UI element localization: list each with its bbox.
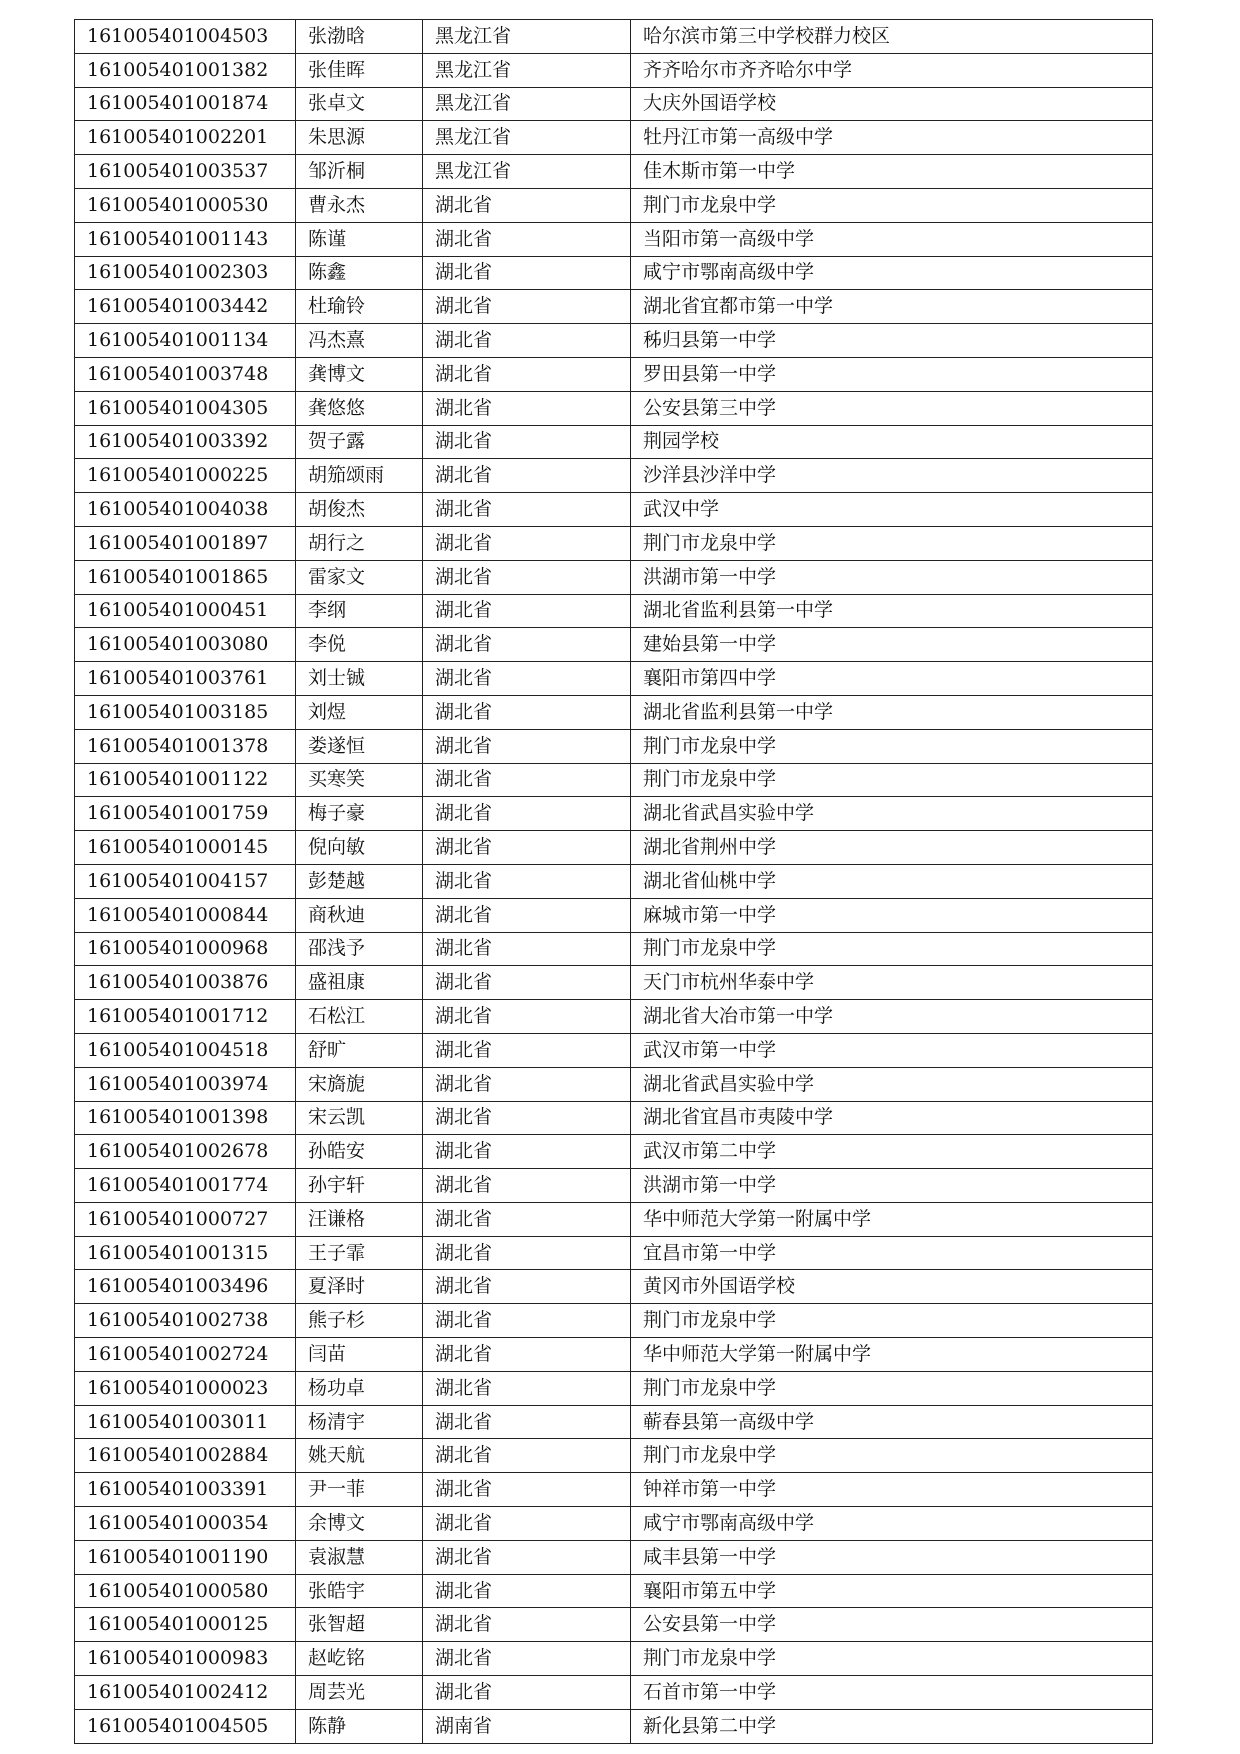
table-row <box>75 1709 1153 1743</box>
candidate-id-cell: 161005401004503 <box>75 20 296 54</box>
table-row <box>75 20 1153 54</box>
student-name-cell: 赵屹铭 <box>296 1642 423 1676</box>
table-row <box>75 1473 1153 1507</box>
school-cell: 荆门市龙泉中学 <box>631 526 1153 560</box>
table-row <box>75 1676 1153 1710</box>
province-cell: 黑龙江省 <box>423 155 631 189</box>
school-cell: 洪湖市第一中学 <box>631 1169 1153 1203</box>
table-row <box>75 1371 1153 1405</box>
province-cell: 湖北省 <box>423 1507 631 1541</box>
student-name-cell: 孙宇轩 <box>296 1169 423 1203</box>
student-name-cell: 陈静 <box>296 1709 423 1743</box>
student-name-cell: 熊子杉 <box>296 1304 423 1338</box>
roster-table-body <box>75 20 1153 1744</box>
candidate-id-cell: 161005401003761 <box>75 662 296 696</box>
candidate-id-cell: 161005401002724 <box>75 1338 296 1372</box>
table-row <box>75 1135 1153 1169</box>
school-cell: 洪湖市第一中学 <box>631 560 1153 594</box>
candidate-id-cell: 161005401002884 <box>75 1439 296 1473</box>
school-cell: 荆门市龙泉中学 <box>631 1642 1153 1676</box>
student-name-cell: 李纲 <box>296 594 423 628</box>
table-row <box>75 357 1153 391</box>
candidate-id-cell: 161005401004038 <box>75 493 296 527</box>
table-row <box>75 1574 1153 1608</box>
table-row <box>75 1304 1153 1338</box>
province-cell: 黑龙江省 <box>423 53 631 87</box>
student-name-cell: 石松江 <box>296 1000 423 1034</box>
candidate-id-cell: 161005401001315 <box>75 1236 296 1270</box>
student-name-cell: 张智超 <box>296 1608 423 1642</box>
candidate-id-cell: 161005401001122 <box>75 763 296 797</box>
school-cell: 襄阳市第五中学 <box>631 1574 1153 1608</box>
school-cell: 咸丰县第一中学 <box>631 1540 1153 1574</box>
candidate-id-cell: 161005401003185 <box>75 695 296 729</box>
table-row <box>75 188 1153 222</box>
school-cell: 公安县第三中学 <box>631 391 1153 425</box>
table-row <box>75 1439 1153 1473</box>
province-cell: 黑龙江省 <box>423 20 631 54</box>
student-name-cell: 张佳晖 <box>296 53 423 87</box>
province-cell: 湖北省 <box>423 493 631 527</box>
school-cell: 荆门市龙泉中学 <box>631 1371 1153 1405</box>
school-cell: 湖北省荆州中学 <box>631 831 1153 865</box>
province-cell: 湖南省 <box>423 1709 631 1743</box>
candidate-id-cell: 161005401000983 <box>75 1642 296 1676</box>
school-cell: 齐齐哈尔市齐齐哈尔中学 <box>631 53 1153 87</box>
school-cell: 武汉中学 <box>631 493 1153 527</box>
table-row <box>75 763 1153 797</box>
student-name-cell: 龚博文 <box>296 357 423 391</box>
student-name-cell: 胡俊杰 <box>296 493 423 527</box>
student-name-cell: 买寒笑 <box>296 763 423 797</box>
table-row <box>75 121 1153 155</box>
table-row <box>75 324 1153 358</box>
province-cell: 湖北省 <box>423 1033 631 1067</box>
candidate-id-cell: 161005401002201 <box>75 121 296 155</box>
school-cell: 荆门市龙泉中学 <box>631 763 1153 797</box>
student-name-cell: 王子霏 <box>296 1236 423 1270</box>
school-cell: 佳木斯市第一中学 <box>631 155 1153 189</box>
province-cell: 湖北省 <box>423 662 631 696</box>
school-cell: 哈尔滨市第三中学校群力校区 <box>631 20 1153 54</box>
province-cell: 湖北省 <box>423 391 631 425</box>
province-cell: 湖北省 <box>423 560 631 594</box>
school-cell: 秭归县第一中学 <box>631 324 1153 358</box>
province-cell: 湖北省 <box>423 1338 631 1372</box>
province-cell: 湖北省 <box>423 1101 631 1135</box>
school-cell: 湖北省监利县第一中学 <box>631 695 1153 729</box>
table-row <box>75 831 1153 865</box>
candidate-id-cell: 161005401003011 <box>75 1405 296 1439</box>
table-row <box>75 53 1153 87</box>
table-row <box>75 594 1153 628</box>
school-cell: 武汉市第二中学 <box>631 1135 1153 1169</box>
province-cell: 湖北省 <box>423 290 631 324</box>
school-cell: 荆门市龙泉中学 <box>631 729 1153 763</box>
school-cell: 麻城市第一中学 <box>631 898 1153 932</box>
province-cell: 湖北省 <box>423 1540 631 1574</box>
student-name-cell: 刘煜 <box>296 695 423 729</box>
student-name-cell: 倪向敏 <box>296 831 423 865</box>
candidate-id-cell: 161005401000727 <box>75 1202 296 1236</box>
table-row <box>75 898 1153 932</box>
province-cell: 湖北省 <box>423 729 631 763</box>
province-cell: 湖北省 <box>423 324 631 358</box>
table-row <box>75 1000 1153 1034</box>
candidate-id-cell: 161005401004305 <box>75 391 296 425</box>
province-cell: 湖北省 <box>423 1067 631 1101</box>
province-cell: 湖北省 <box>423 425 631 459</box>
student-name-cell: 杨清宇 <box>296 1405 423 1439</box>
table-row <box>75 1033 1153 1067</box>
student-name-cell: 张皓宇 <box>296 1574 423 1608</box>
table-row <box>75 797 1153 831</box>
province-cell: 湖北省 <box>423 459 631 493</box>
candidate-id-cell: 161005401003391 <box>75 1473 296 1507</box>
table-row <box>75 1169 1153 1203</box>
table-row <box>75 459 1153 493</box>
school-cell: 石首市第一中学 <box>631 1676 1153 1710</box>
school-cell: 荆门市龙泉中学 <box>631 1439 1153 1473</box>
student-name-cell: 杨功卓 <box>296 1371 423 1405</box>
student-name-cell: 雷家文 <box>296 560 423 594</box>
table-row <box>75 1270 1153 1304</box>
school-cell: 新化县第二中学 <box>631 1709 1153 1743</box>
candidate-id-cell: 161005401001382 <box>75 53 296 87</box>
province-cell: 湖北省 <box>423 932 631 966</box>
candidate-id-cell: 161005401004505 <box>75 1709 296 1743</box>
table-row <box>75 155 1153 189</box>
student-name-cell: 陈谨 <box>296 222 423 256</box>
candidate-id-cell: 161005401000354 <box>75 1507 296 1541</box>
table-row <box>75 864 1153 898</box>
candidate-id-cell: 161005401002303 <box>75 256 296 290</box>
province-cell: 湖北省 <box>423 763 631 797</box>
candidate-id-cell: 161005401003974 <box>75 1067 296 1101</box>
candidate-id-cell: 161005401001759 <box>75 797 296 831</box>
table-row <box>75 560 1153 594</box>
candidate-id-cell: 161005401000844 <box>75 898 296 932</box>
candidate-id-cell: 161005401002412 <box>75 1676 296 1710</box>
student-name-cell: 贺子露 <box>296 425 423 459</box>
candidate-id-cell: 161005401003392 <box>75 425 296 459</box>
province-cell: 黑龙江省 <box>423 87 631 121</box>
student-name-cell: 汪谦格 <box>296 1202 423 1236</box>
school-cell: 湖北省仙桃中学 <box>631 864 1153 898</box>
school-cell: 当阳市第一高级中学 <box>631 222 1153 256</box>
candidate-id-cell: 161005401001134 <box>75 324 296 358</box>
table-row <box>75 526 1153 560</box>
table-row <box>75 290 1153 324</box>
school-cell: 宜昌市第一中学 <box>631 1236 1153 1270</box>
school-cell: 天门市杭州华泰中学 <box>631 966 1153 1000</box>
province-cell: 湖北省 <box>423 864 631 898</box>
candidate-id-cell: 161005401000451 <box>75 594 296 628</box>
province-cell: 湖北省 <box>423 1473 631 1507</box>
table-row <box>75 1405 1153 1439</box>
school-cell: 湖北省大冶市第一中学 <box>631 1000 1153 1034</box>
candidate-id-cell: 161005401003496 <box>75 1270 296 1304</box>
table-row <box>75 1101 1153 1135</box>
student-name-cell: 冯杰熹 <box>296 324 423 358</box>
table-row <box>75 425 1153 459</box>
student-name-cell: 张卓文 <box>296 87 423 121</box>
table-row <box>75 1608 1153 1642</box>
province-cell: 湖北省 <box>423 1202 631 1236</box>
province-cell: 湖北省 <box>423 1574 631 1608</box>
province-cell: 湖北省 <box>423 1676 631 1710</box>
student-name-cell: 胡行之 <box>296 526 423 560</box>
student-name-cell: 龚悠悠 <box>296 391 423 425</box>
candidate-id-cell: 161005401000225 <box>75 459 296 493</box>
table-row <box>75 1202 1153 1236</box>
school-cell: 公安县第一中学 <box>631 1608 1153 1642</box>
province-cell: 湖北省 <box>423 898 631 932</box>
school-cell: 咸宁市鄂南高级中学 <box>631 256 1153 290</box>
province-cell: 湖北省 <box>423 1270 631 1304</box>
table-row <box>75 729 1153 763</box>
student-name-cell: 商秋迪 <box>296 898 423 932</box>
school-cell: 华中师范大学第一附属中学 <box>631 1338 1153 1372</box>
candidate-id-cell: 161005401001378 <box>75 729 296 763</box>
candidate-id-cell: 161005401000125 <box>75 1608 296 1642</box>
school-cell: 武汉市第一中学 <box>631 1033 1153 1067</box>
candidate-id-cell: 161005401000023 <box>75 1371 296 1405</box>
student-name-cell: 刘士铖 <box>296 662 423 696</box>
table-row <box>75 493 1153 527</box>
school-cell: 咸宁市鄂南高级中学 <box>631 1507 1153 1541</box>
province-cell: 湖北省 <box>423 256 631 290</box>
student-name-cell: 盛祖康 <box>296 966 423 1000</box>
student-name-cell: 朱思源 <box>296 121 423 155</box>
student-name-cell: 夏泽时 <box>296 1270 423 1304</box>
student-name-cell: 孙皓安 <box>296 1135 423 1169</box>
candidate-id-cell: 161005401002678 <box>75 1135 296 1169</box>
table-row <box>75 87 1153 121</box>
province-cell: 湖北省 <box>423 797 631 831</box>
province-cell: 湖北省 <box>423 1405 631 1439</box>
student-name-cell: 尹一菲 <box>296 1473 423 1507</box>
candidate-id-cell: 161005401001897 <box>75 526 296 560</box>
student-name-cell: 梅子豪 <box>296 797 423 831</box>
table-row <box>75 662 1153 696</box>
province-cell: 湖北省 <box>423 1236 631 1270</box>
candidate-id-cell: 161005401002738 <box>75 1304 296 1338</box>
student-name-cell: 张渤晗 <box>296 20 423 54</box>
roster-table <box>74 19 1153 1744</box>
school-cell: 罗田县第一中学 <box>631 357 1153 391</box>
table-row <box>75 1338 1153 1372</box>
student-name-cell: 余博文 <box>296 1507 423 1541</box>
student-name-cell: 娄遂恒 <box>296 729 423 763</box>
school-cell: 华中师范大学第一附属中学 <box>631 1202 1153 1236</box>
school-cell: 荆园学校 <box>631 425 1153 459</box>
province-cell: 湖北省 <box>423 1642 631 1676</box>
candidate-id-cell: 161005401001774 <box>75 1169 296 1203</box>
student-name-cell: 袁淑慧 <box>296 1540 423 1574</box>
province-cell: 湖北省 <box>423 1371 631 1405</box>
student-name-cell: 杜瑜铃 <box>296 290 423 324</box>
student-name-cell: 邵浅予 <box>296 932 423 966</box>
candidate-id-cell: 161005401004518 <box>75 1033 296 1067</box>
province-cell: 黑龙江省 <box>423 121 631 155</box>
candidate-id-cell: 161005401001874 <box>75 87 296 121</box>
province-cell: 湖北省 <box>423 1000 631 1034</box>
candidate-id-cell: 161005401003748 <box>75 357 296 391</box>
student-name-cell: 宋旖旎 <box>296 1067 423 1101</box>
student-name-cell: 闫苗 <box>296 1338 423 1372</box>
school-cell: 湖北省宜都市第一中学 <box>631 290 1153 324</box>
province-cell: 湖北省 <box>423 695 631 729</box>
candidate-id-cell: 161005401000145 <box>75 831 296 865</box>
table-row <box>75 1642 1153 1676</box>
student-name-cell: 陈鑫 <box>296 256 423 290</box>
candidate-id-cell: 161005401004157 <box>75 864 296 898</box>
candidate-id-cell: 161005401001190 <box>75 1540 296 1574</box>
table-row <box>75 1067 1153 1101</box>
school-cell: 襄阳市第四中学 <box>631 662 1153 696</box>
school-cell: 钟祥市第一中学 <box>631 1473 1153 1507</box>
student-name-cell: 邹沂桐 <box>296 155 423 189</box>
table-row <box>75 695 1153 729</box>
candidate-id-cell: 161005401001712 <box>75 1000 296 1034</box>
school-cell: 湖北省监利县第一中学 <box>631 594 1153 628</box>
province-cell: 湖北省 <box>423 1169 631 1203</box>
table-row <box>75 1540 1153 1574</box>
candidate-id-cell: 161005401003537 <box>75 155 296 189</box>
province-cell: 湖北省 <box>423 966 631 1000</box>
table-row <box>75 1507 1153 1541</box>
student-name-cell: 周芸光 <box>296 1676 423 1710</box>
table-row <box>75 932 1153 966</box>
student-name-cell: 李侻 <box>296 628 423 662</box>
province-cell: 湖北省 <box>423 526 631 560</box>
candidate-id-cell: 161005401000530 <box>75 188 296 222</box>
candidate-id-cell: 161005401000580 <box>75 1574 296 1608</box>
province-cell: 湖北省 <box>423 1439 631 1473</box>
province-cell: 湖北省 <box>423 1304 631 1338</box>
candidate-id-cell: 161005401000968 <box>75 932 296 966</box>
province-cell: 湖北省 <box>423 628 631 662</box>
school-cell: 蕲春县第一高级中学 <box>631 1405 1153 1439</box>
candidate-id-cell: 161005401001865 <box>75 560 296 594</box>
table-row <box>75 1236 1153 1270</box>
table-row <box>75 391 1153 425</box>
candidate-id-cell: 161005401003080 <box>75 628 296 662</box>
province-cell: 湖北省 <box>423 222 631 256</box>
student-name-cell: 曹永杰 <box>296 188 423 222</box>
student-name-cell: 舒旷 <box>296 1033 423 1067</box>
student-name-cell: 胡笳颂雨 <box>296 459 423 493</box>
school-cell: 建始县第一中学 <box>631 628 1153 662</box>
school-cell: 荆门市龙泉中学 <box>631 1304 1153 1338</box>
school-cell: 荆门市龙泉中学 <box>631 188 1153 222</box>
school-cell: 沙洋县沙洋中学 <box>631 459 1153 493</box>
school-cell: 荆门市龙泉中学 <box>631 932 1153 966</box>
school-cell: 牡丹江市第一高级中学 <box>631 121 1153 155</box>
table-row <box>75 628 1153 662</box>
candidate-id-cell: 161005401001398 <box>75 1101 296 1135</box>
province-cell: 湖北省 <box>423 831 631 865</box>
province-cell: 湖北省 <box>423 188 631 222</box>
candidate-id-cell: 161005401003442 <box>75 290 296 324</box>
student-name-cell: 姚天航 <box>296 1439 423 1473</box>
province-cell: 湖北省 <box>423 1608 631 1642</box>
province-cell: 湖北省 <box>423 357 631 391</box>
student-name-cell: 宋云凯 <box>296 1101 423 1135</box>
school-cell: 黄冈市外国语学校 <box>631 1270 1153 1304</box>
table-row <box>75 256 1153 290</box>
school-cell: 大庆外国语学校 <box>631 87 1153 121</box>
student-name-cell: 彭楚越 <box>296 864 423 898</box>
candidate-id-cell: 161005401001143 <box>75 222 296 256</box>
school-cell: 湖北省武昌实验中学 <box>631 797 1153 831</box>
table-row <box>75 222 1153 256</box>
candidate-id-cell: 161005401003876 <box>75 966 296 1000</box>
province-cell: 湖北省 <box>423 594 631 628</box>
table-row <box>75 966 1153 1000</box>
school-cell: 湖北省宜昌市夷陵中学 <box>631 1101 1153 1135</box>
school-cell: 湖北省武昌实验中学 <box>631 1067 1153 1101</box>
province-cell: 湖北省 <box>423 1135 631 1169</box>
